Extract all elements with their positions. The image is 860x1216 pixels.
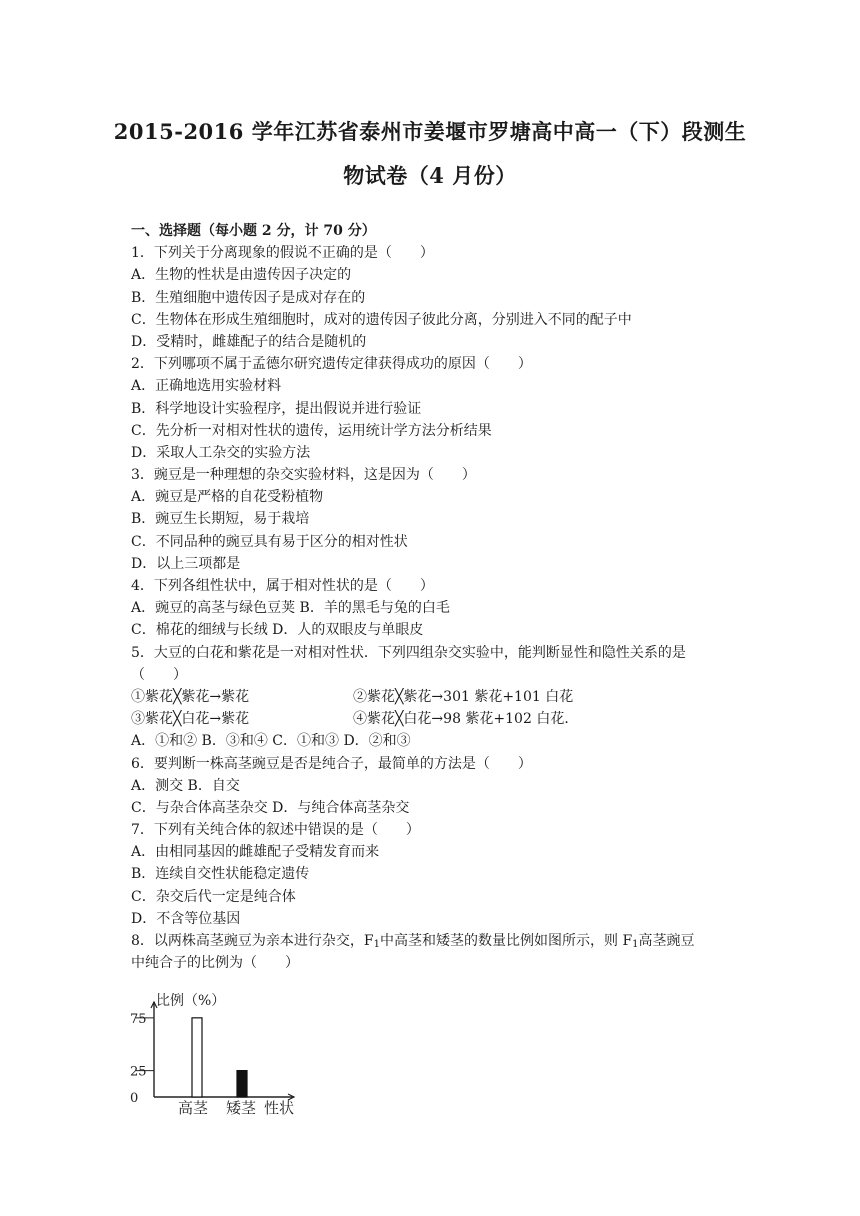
y-tick-label: 75 xyxy=(130,1011,147,1027)
q8-stem-part2: 中高茎和矮茎的数量比例如图所示，则 F xyxy=(380,933,633,949)
q2-option-d: D．采取人工杂交的实验方法 xyxy=(131,444,311,461)
q8-subscript-1: 1 xyxy=(373,939,380,950)
question-list xyxy=(131,220,741,974)
y-axis-label: 比例（%） xyxy=(156,993,226,1009)
q6-options-ab: A．测交 B．自交 xyxy=(131,777,240,794)
q2-stem: 2．下列哪项不属于孟德尔研究遗传定律获得成功的原因（ ） xyxy=(131,356,532,373)
q5-options: A．①和② B．③和④ C．①和③ D．②和③ xyxy=(131,733,411,750)
q5-stem-continuation: （ ） xyxy=(131,666,187,683)
bar-2 xyxy=(237,1071,247,1097)
q5-cross-row-1 xyxy=(131,686,741,708)
q7-option-c: C．杂交后代一定是纯合体 xyxy=(131,888,296,905)
q2-option-a: A．正确地选用实验材料 xyxy=(131,378,282,395)
q5-cross-2: ②紫花╳紫花→301 紫花+101 白花 xyxy=(353,688,574,705)
q4-options-cd: C．棉花的细绒与长绒 D．人的双眼皮与单眼皮 xyxy=(131,622,424,639)
q5-cross-1: ①紫花╳紫花→紫花 xyxy=(131,688,250,705)
q4-stem: 4．下列各组性状中，属于相对性状的是（ ） xyxy=(131,578,434,594)
q8-stem-part1: 8．以两株高茎豌豆为亲本进行杂交，F xyxy=(131,933,374,949)
q7-stem: 7．下列有关纯合体的叙述中错误的是（ ） xyxy=(131,822,420,839)
q1-option-a: A．生物的性状是由遗传因子决定的 xyxy=(131,267,352,284)
q4-options-ab: A．豌豆的高茎与绿色豆荚 B．羊的黑毛与兔的白毛 xyxy=(131,600,450,617)
q1-option-b: B．生殖细胞中遗传因子是成对存在的 xyxy=(131,289,366,306)
q5-cross-4: ④紫花╳白花→98 紫花+102 白花． xyxy=(353,711,579,728)
q6-stem: 6．要判断一株高茎豌豆是否是纯合子，最简单的方法是（ ） xyxy=(131,755,532,772)
q7-option-b: B．连续自交性状能稳定遗传 xyxy=(131,866,310,883)
document-title-line1: 2015-2016 学年江苏省泰州市姜堰市罗塘高中高一（下）段测生 xyxy=(113,119,747,144)
q7-option-d: D．不含等位基因 xyxy=(131,910,241,927)
q6-options-cd: C．与杂合体高茎杂交 D．与纯合体高茎杂交 xyxy=(131,799,410,816)
q3-option-a: A．豌豆是严格的自花受粉植物 xyxy=(131,489,324,506)
q3-stem: 3．豌豆是一种理想的杂交实验材料，这是因为（ ） xyxy=(131,467,476,484)
ratio-bar-chart xyxy=(126,990,326,1115)
section-header: 一、选择题（每小题 2 分，计 70 分） xyxy=(131,223,376,239)
q3-option-d: D．以上三项都是 xyxy=(131,555,241,572)
q1-stem: 1．下列关于分离现象的假说不正确的是（ ） xyxy=(131,245,434,262)
y-tick-label: 25 xyxy=(130,1064,147,1080)
document-title-line2: 物试卷（4 月份） xyxy=(343,163,517,188)
q8-subscript-2: 1 xyxy=(632,939,639,950)
q1-option-c: C．生物体在形成生殖细胞时，成对的遗传因子彼此分离，分别进入不同的配子中 xyxy=(131,311,632,328)
q5-cross-row-2 xyxy=(131,708,741,730)
q8-stem-part3: 高茎豌豆 xyxy=(638,933,695,949)
x-axis-label: 性状 xyxy=(264,1099,295,1115)
q2-option-b: B．科学地设计实验程序，提出假说并进行验证 xyxy=(131,400,422,417)
q5-cross-3: ③紫花╳白花→紫花 xyxy=(131,711,250,728)
q8-stem xyxy=(131,930,741,952)
q5-stem: 5．大豆的白花和紫花是一对相对性状．下列四组杂交实验中，能判断显性和隐性关系的是 xyxy=(131,644,686,661)
x-category-label: 高茎 xyxy=(178,1099,209,1115)
bar-1 xyxy=(192,1018,202,1097)
q8-stem-line2: 中纯合子的比例为（ ） xyxy=(131,955,299,972)
q1-option-d: D．受精时，雌雄配子的结合是随机的 xyxy=(131,333,367,350)
y-tick-label: 0 xyxy=(130,1091,139,1106)
q2-option-c: C．先分析一对相对性状的遗传，运用统计学方法分析结果 xyxy=(131,422,492,439)
q3-option-b: B．豌豆生长期短，易于栽培 xyxy=(131,511,310,528)
x-category-label: 矮茎 xyxy=(226,1099,257,1115)
q3-option-c: C．不同品种的豌豆具有易于区分的相对性状 xyxy=(131,533,408,550)
q7-option-a: A．由相同基因的雌雄配子受精发育而来 xyxy=(131,844,380,861)
